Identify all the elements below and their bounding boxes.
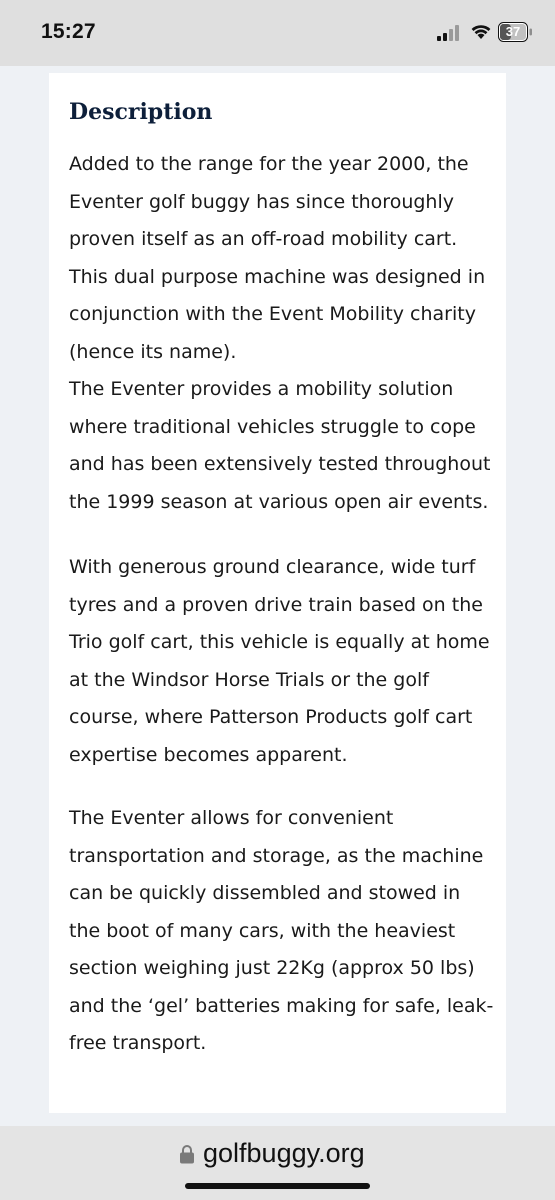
description-heading: Description [69,99,213,125]
wifi-icon [469,22,493,40]
page-content [0,66,555,1126]
cellular-signal-icon [437,25,463,41]
description-paragraph: The Eventer allows for convenient transportation and storage, as the machine can be quickly dissembled and stowed in the boot of many cars, with the heaviest section weighing just 22Kg (approx 50 lbs) and the ‘gel’ batteries making for safe, leak- free transport. [69,807,494,1054]
battery-percentage: 37 [505,24,521,39]
status-time: 15:27 [41,20,96,43]
description-paragraph: With generous ground clearance, wide turf tyres and a proven drive train based on the Trio golf cart, this vehicle is equally at home at the Windsor Horse Trials or the golf course, where Patterson Products golf cart expertise becomes apparent. [69,556,490,766]
lock-icon [179,1144,195,1164]
description-paragraph: Added to the range for the year 2000, the Eventer golf buggy has since thoroughly proven itself as an off-road mobility cart. This dual purpose machine was designed in conjunction with the Event Mobility charity (hence its name). The Eventer provides a mobility solution where traditional vehicles struggle to cope and has been extensively tested throughout the 1999 season at various open air events. [69,153,491,513]
description-card [49,73,506,1113]
home-indicator[interactable] [185,1183,370,1189]
address-bar[interactable] [0,1126,555,1200]
url-text[interactable]: golfbuggy.org [203,1138,365,1168]
status-bar [0,0,555,66]
